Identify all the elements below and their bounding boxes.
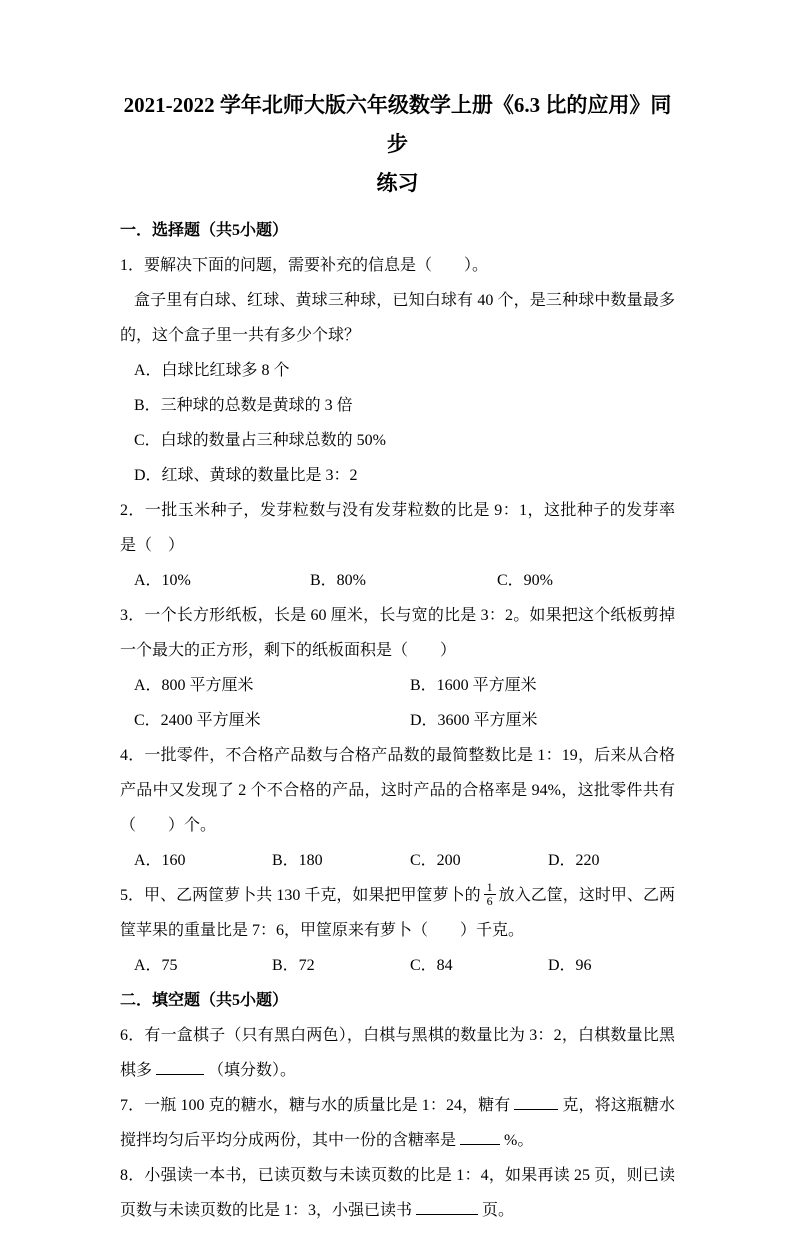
q5-options	[134, 948, 675, 983]
q3-option-a: A．800 平方厘米	[134, 677, 254, 694]
q2-option-a: A．10%	[134, 572, 191, 589]
question-8	[120, 1158, 675, 1228]
q8-answer-blank	[416, 1198, 478, 1215]
q1-context: 盒子里有白球、红球、黄球三种球，已知白球有 40 个，是三种球中数量最多的，这个盒子里一共有多少个球？	[120, 292, 675, 344]
q8-stem	[120, 1158, 675, 1228]
q7-text-1: 7．一瓶 100 克的糖水，糖与水的质量比是 1：24，糖有	[120, 1097, 511, 1114]
q4-option-b: B．180	[272, 852, 323, 869]
title-line-2: 练习	[376, 171, 419, 195]
q5-option-a: A．75	[134, 957, 178, 974]
q3-option-c: C．2400 平方厘米	[134, 712, 261, 729]
q5-option-d: D．96	[548, 957, 592, 974]
q7-text-2: 克，将这瓶糖水搅拌均匀后平均分成两份，其中一份的含糖率是	[120, 1097, 675, 1149]
q6-answer-blank	[156, 1058, 204, 1075]
q5-option-b: B．72	[272, 957, 315, 974]
q1-option-b: B．三种球的总数是黄球的 3 倍	[134, 397, 353, 414]
q2-stem: 2．一批玉米种子，发芽粒数与没有发芽粒数的比是 9：1，这批种子的发芽率是（ ）	[120, 502, 675, 554]
question-4	[120, 738, 675, 878]
q1-option-a: A．白球比红球多 8 个	[134, 362, 290, 379]
q4-option-d: D．220	[548, 852, 600, 869]
question-5	[120, 878, 675, 983]
q5-option-c: C．84	[410, 957, 453, 974]
q1-option-d: D．红球、黄球的数量比是 3：2	[134, 467, 358, 484]
q1-options	[134, 353, 675, 493]
fraction-denominator: 6	[486, 893, 493, 908]
q7-answer-blank-1	[514, 1093, 558, 1110]
q5-stem-after: 放入乙筐，这时甲、乙两筐苹果的重量比是 7：6，甲筐原来有萝卜（ ）千克。	[120, 887, 675, 939]
q5-stem	[120, 878, 675, 948]
q7-stem	[120, 1088, 675, 1158]
q2-option-b: B．80%	[310, 572, 367, 589]
q6-stem	[120, 1018, 675, 1088]
q2-options	[134, 563, 675, 598]
q1-stem: 1．要解决下面的问题，需要补充的信息是（ ）。	[120, 257, 489, 274]
q5-stem-before: 5．甲、乙两筐萝卜共 130 千克，如果把甲筐萝卜的	[120, 887, 481, 904]
title-line-1: 2021-2022 学年北师大版六年级数学上册《6.3 比的应用》同步	[123, 93, 672, 156]
q7-text-3: %。	[504, 1132, 534, 1149]
section-heading-fill: 二．填空题（共5小题）	[120, 992, 289, 1009]
q3-options	[134, 668, 675, 738]
q8-text-before: 8．小强读一本书，已读页数与未读页数的比是 1：4，如果再读 25 页，则已读页数与未读页数的比是 1：3，小强已读书	[120, 1167, 675, 1219]
q1-option-c: C．白球的数量占三种球总数的 50%	[134, 432, 387, 449]
question-2	[120, 493, 675, 598]
q3-option-b: B．1600 平方厘米	[410, 677, 537, 694]
q4-options	[134, 843, 675, 878]
question-3	[120, 598, 675, 738]
q4-stem: 4．一批零件，不合格产品数与合格产品数的最简整数比是 1：19，后来从合格产品中又发现了 2 个不合格的产品，这时产品的合格率是 94%，这批零件共有（ ）个。	[120, 747, 675, 834]
page-title	[120, 86, 675, 203]
question-7	[120, 1088, 675, 1158]
question-6	[120, 1018, 675, 1088]
fraction-one-sixth	[484, 881, 496, 908]
q3-option-d: D．3600 平方厘米	[410, 712, 538, 729]
q2-option-c: C．90%	[497, 572, 554, 589]
q4-option-c: C．200	[410, 852, 461, 869]
q6-text-before: 6．有一盒棋子（只有黑白两色），白棋与黑棋的数量比为 3：2，白棋数量比黑棋多	[120, 1027, 675, 1079]
q3-stem: 3．一个长方形纸板，长是 60 厘米，长与宽的比是 3：2。如果把这个纸板剪掉一个最大的正方形，剩下的纸板面积是（ ）	[120, 607, 675, 659]
fraction-numerator: 1	[484, 881, 496, 895]
q4-option-a: A．160	[134, 852, 186, 869]
section-heading-choice: 一．选择题（共5小题）	[120, 222, 289, 239]
q7-answer-blank-2	[460, 1128, 500, 1145]
q8-text-after: 页。	[482, 1202, 515, 1219]
question-1	[120, 248, 675, 493]
q6-text-after: （填分数）。	[208, 1062, 297, 1079]
